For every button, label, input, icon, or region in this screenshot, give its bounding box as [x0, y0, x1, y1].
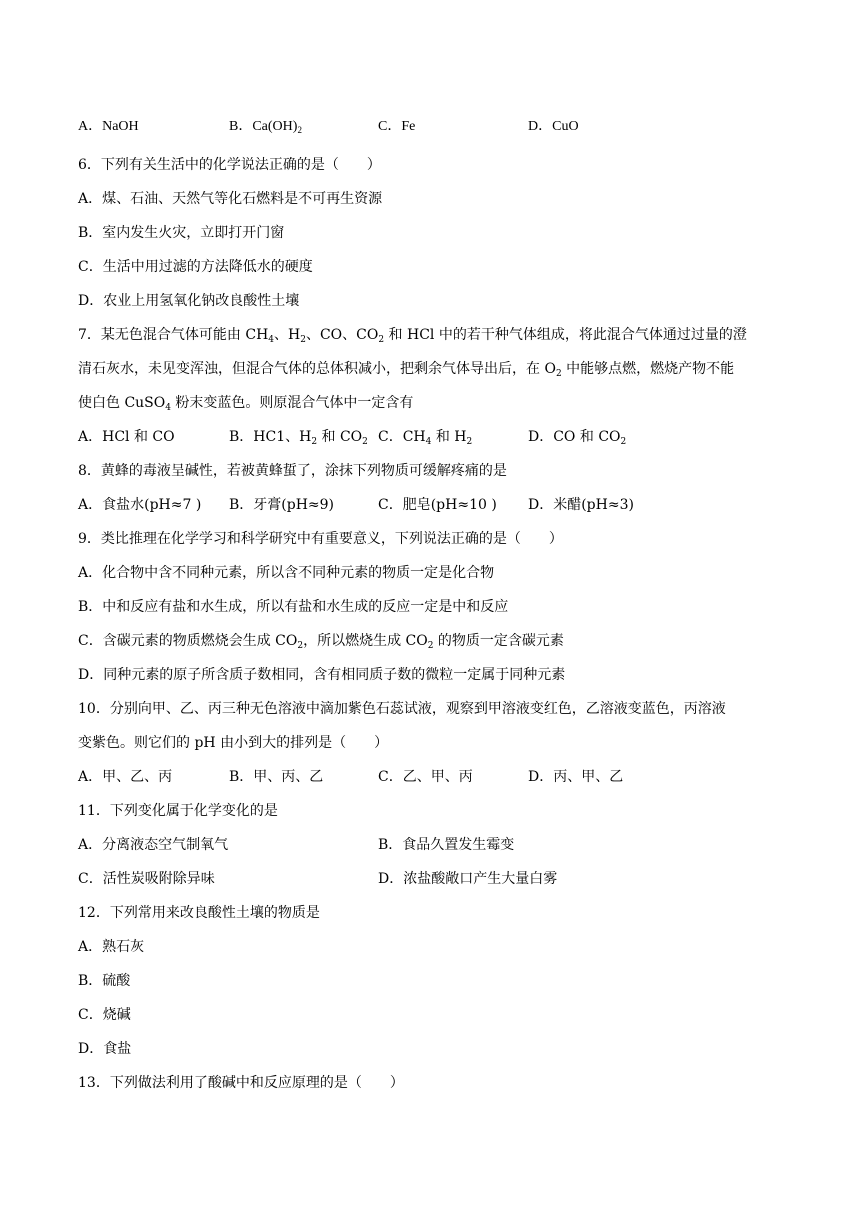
q10-stem-line-2: 变紫色。则它们的 pH 由小到大的排列是（ ）: [78, 735, 389, 751]
q5-option-b: B．$Ca(OH)_2$: [229, 119, 302, 135]
q13-stem: 13．下列做法利用了酸碱中和反应原理的是（ ）: [78, 1075, 404, 1091]
q7-stem-line-3: 使白色 CuSO$_4$ 粉末变蓝色。则原混合气体中一定含有: [78, 395, 414, 413]
q7-option-d: D．CO 和 $CO_2$: [528, 429, 627, 447]
q9-option-b: B．中和反应有盐和水生成，所以有盐和水生成的反应一定是中和反应: [78, 599, 509, 615]
q8-option-a: A．食盐水(pH≈7 ): [78, 497, 202, 513]
q7-option-a: A．HCl 和 CO: [78, 429, 175, 445]
q7-option-c: C．$CH_4$ 和 $H_2$: [378, 429, 473, 447]
q11-stem: 11．下列变化属于化学变化的是: [78, 803, 278, 819]
q10-option-d: D．丙、甲、乙: [528, 769, 624, 785]
q12-stem: 12．下列常用来改良酸性土壤的物质是: [78, 905, 320, 921]
q9-stem: 9．类比推理在化学学习和科学研究中有重要意义，下列说法正确的是（ ）: [78, 531, 563, 547]
q8-option-c: C．肥皂(pH≈10 ): [378, 497, 497, 513]
q5-option-d: D．CuO: [528, 119, 579, 134]
q8-stem: 8．黄蜂的毒液呈碱性，若被黄蜂蜇了，涂抹下列物质可缓解疼痛的是: [78, 463, 507, 479]
q5-option-c: C．Fe: [378, 119, 416, 134]
q10-option-b: B．甲、丙、乙: [229, 769, 324, 785]
q12-option-a: A．熟石灰: [78, 939, 145, 955]
q6-stem: 6．下列有关生活中的化学说法正确的是（ ）: [78, 157, 381, 173]
q6-option-d: D．农业上用氢氧化钠改良酸性土壤: [78, 293, 300, 309]
q11-option-d: D．浓盐酸敞口产生大量白雾: [378, 871, 558, 887]
q12-option-c: C．烧碱: [78, 1007, 131, 1023]
q10-option-c: C．乙、甲、丙: [378, 769, 473, 785]
q6-option-b: B．室内发生火灾，立即打开门窗: [78, 225, 285, 241]
q7-stem-line-1: 7．某无色混合气体可能由 $CH_4$、$H_2$、CO、$CO_2$ 和 HCl 中的若干种气体组成，将此混合气体通过过量的澄: [78, 327, 747, 345]
q10-stem-line-1: 10．分别向甲、乙、丙三种无色溶液中滴加紫色石蕊试液，观察到甲溶液变红色，乙溶液变蓝色，丙溶液: [78, 701, 726, 717]
q11-option-b: B．食品久置发生霉变: [378, 837, 515, 853]
q7-stem-line-2: 清石灰水，未见变浑浊，但混合气体的总体积减小，把剩余气体导出后，在 $O_2$ 中能够点燃，燃烧产物不能: [78, 361, 735, 379]
q11-option-a: A．分离液态空气制氧气: [78, 837, 229, 853]
q5-option-a: A．NaOH: [78, 119, 139, 134]
q12-option-d: D．食盐: [78, 1041, 132, 1057]
q11-option-c: C．活性炭吸附除异味: [78, 871, 215, 887]
q8-option-d: D．米醋(pH≈3): [528, 497, 634, 513]
q7-option-b: B．HC1、$H_2$ 和 $CO_2$: [229, 429, 368, 447]
q9-option-d: D．同种元素的原子所含质子数相同，含有相同质子数的微粒一定属于同种元素: [78, 667, 566, 683]
q10-option-a: A．甲、乙、丙: [78, 769, 173, 785]
q6-option-a: A．煤、石油、天然气等化石燃料是不可再生资源: [78, 191, 383, 207]
q12-option-b: B．硫酸: [78, 973, 131, 989]
q8-option-b: B．牙膏(pH≈9): [229, 497, 335, 513]
q9-option-a: A．化合物中含不同种元素，所以含不同种元素的物质一定是化合物: [78, 565, 495, 581]
q9-option-c: C．含碳元素的物质燃烧会生成 $CO_2$，所以燃烧生成 $CO_2$ 的物质一定含碳元素: [78, 633, 564, 651]
q6-option-c: C．生活中用过滤的方法降低水的硬度: [78, 259, 313, 275]
